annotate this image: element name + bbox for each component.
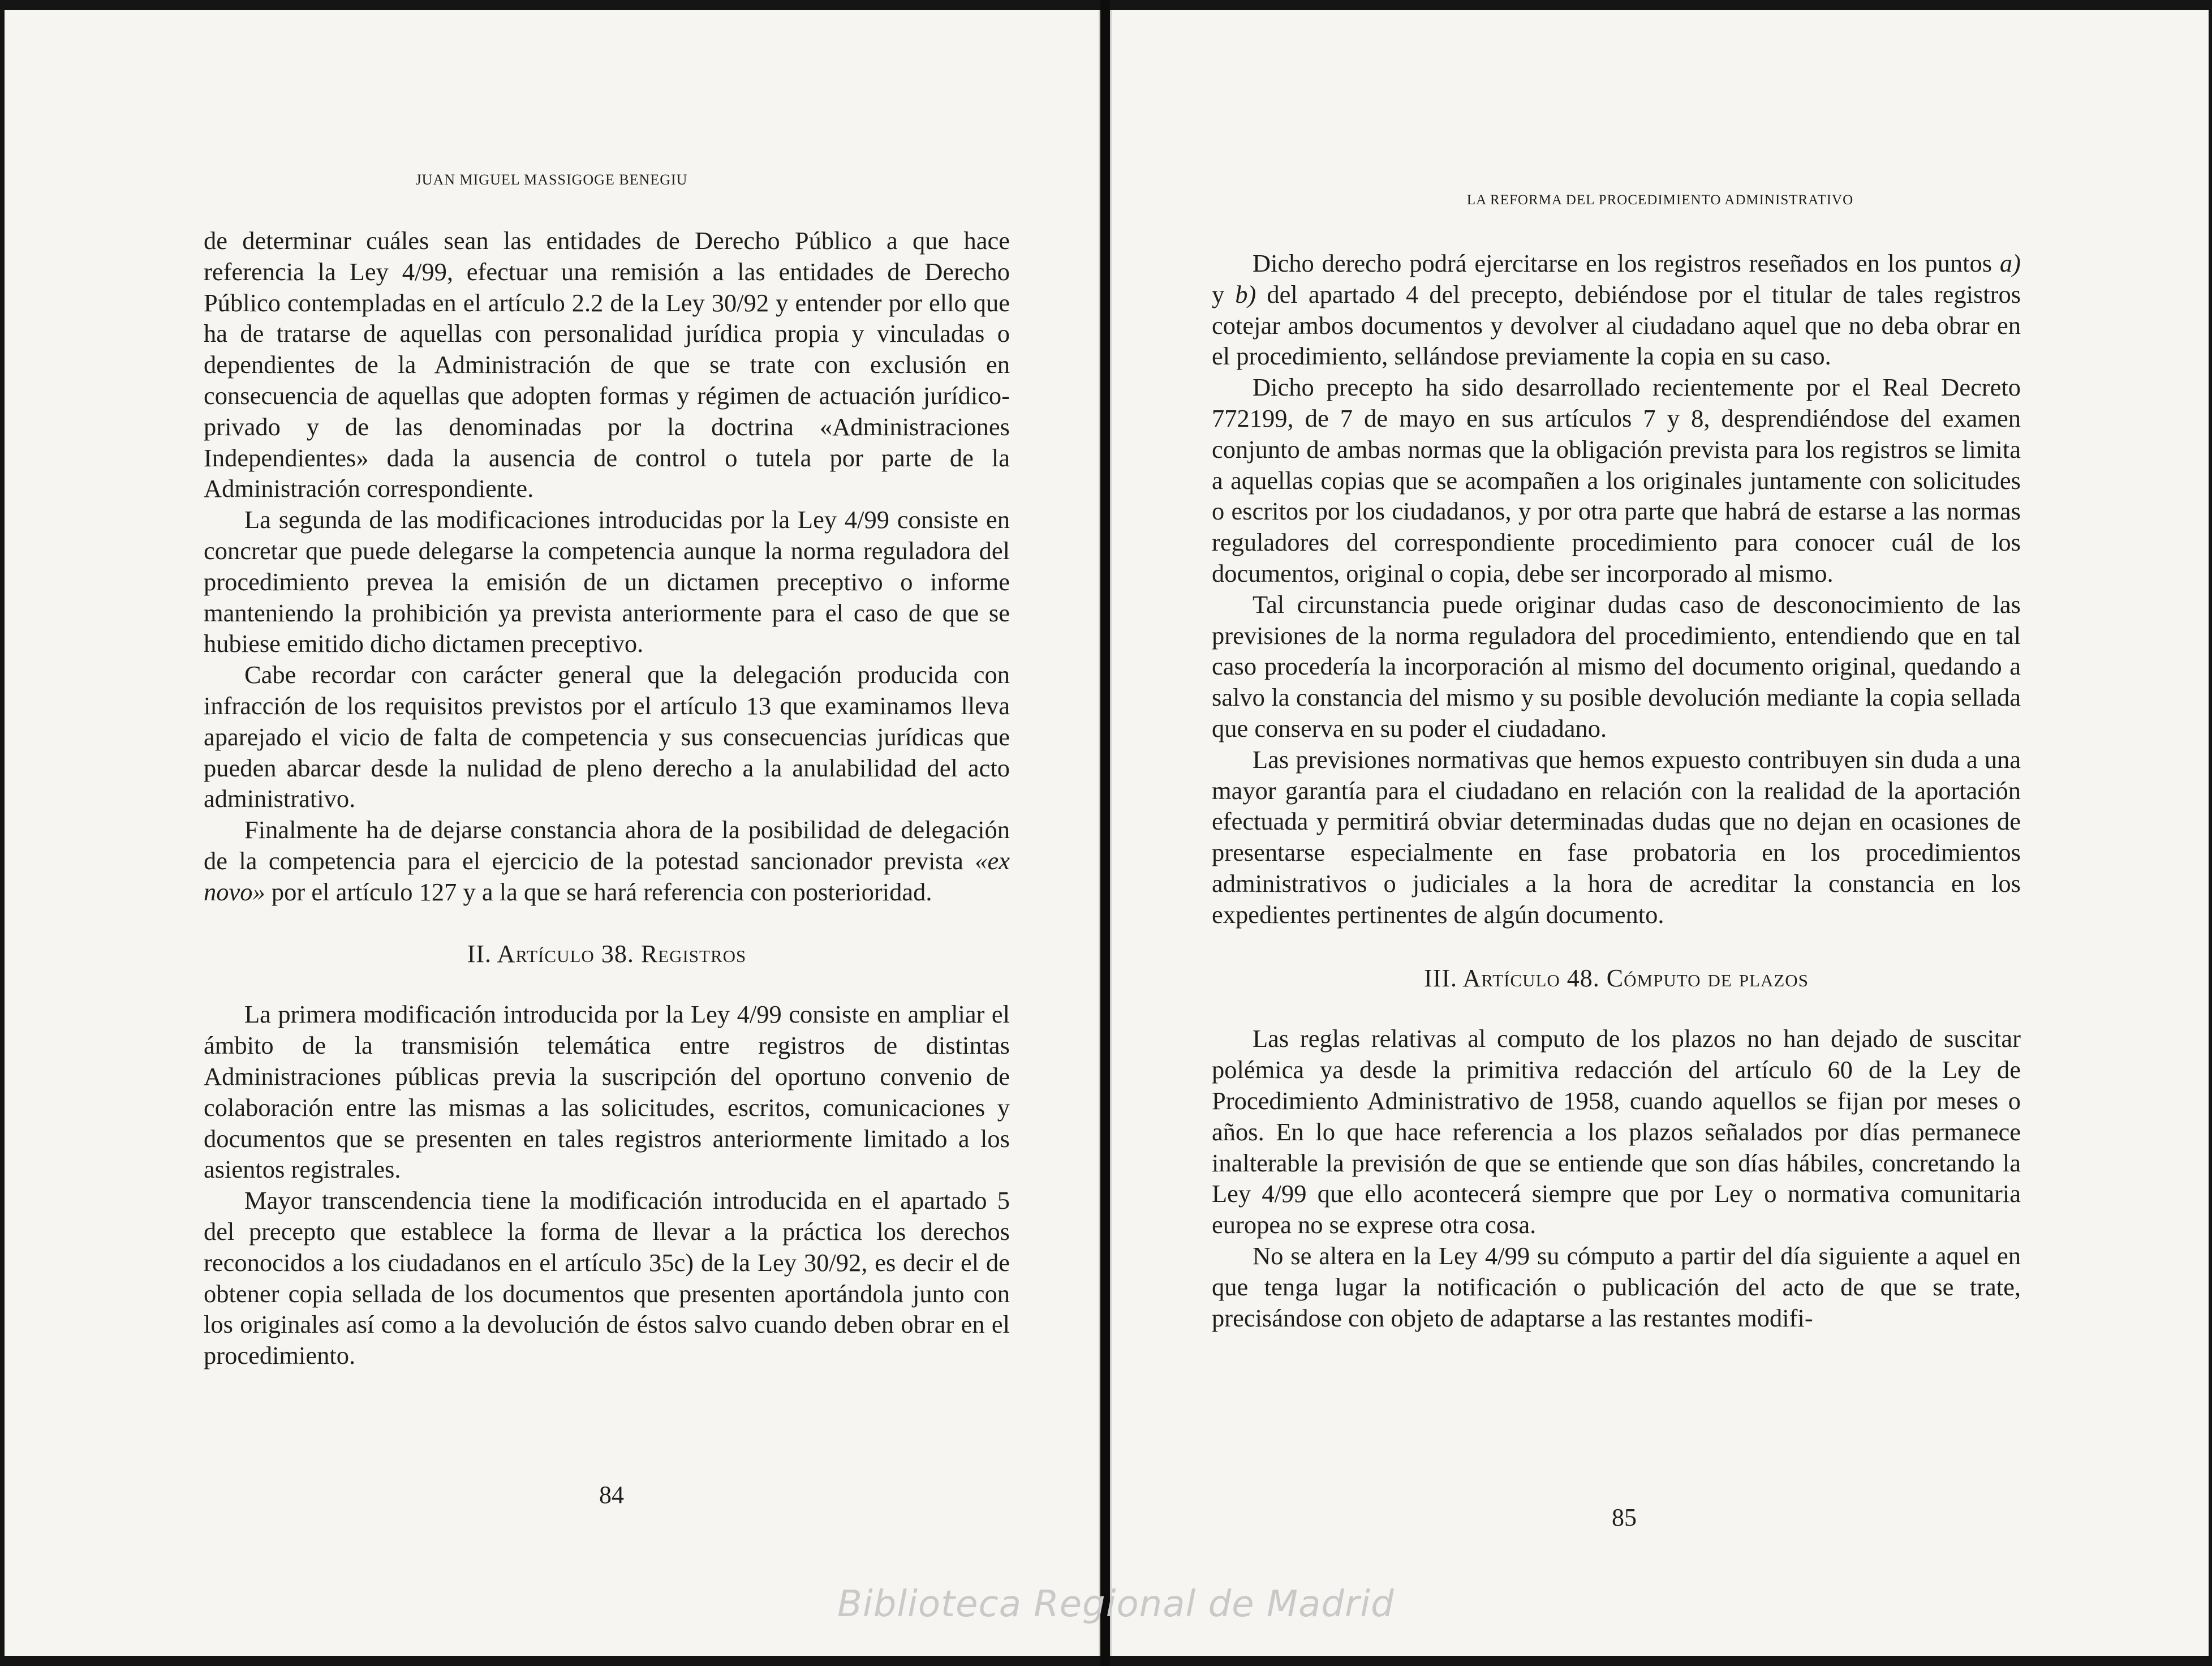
text-run: del apartado 4 del precepto, debiéndose por el titular de tales registros cotejar ambos documentos y devolver al ciudadano aquel que no deba obrar en el procedimiento, sellándose previamente la copia en su caso. (1212, 280, 2021, 371)
text-run: Dicho derecho podrá ejercitarse en los registros reseñados en los puntos (1253, 249, 2000, 277)
page-number-right: 85 (1612, 1504, 1637, 1531)
italic-text: a) (1999, 249, 2021, 277)
right-page (1110, 10, 2209, 1656)
running-head-right: LA REFORMA DEL PROCEDIMIENTO ADMINISTRATIVO (1466, 192, 1854, 208)
paragraph: Las previsiones normativas que hemos expuesto contribuyen sin duda a una mayor garantía para el ciudadano en relación con la realidad de la aportación efectuada y permitirá obviar determinadas dudas que no dejan en ocasiones de presentarse especialmente en fase probatoria en los procedimientos administrativos o judiciales a la hora de acreditar la constancia en los expedientes pertinentes de algún documento. (1212, 745, 2021, 929)
paragraph (1212, 248, 2021, 372)
italic-text: «ex novo» (204, 846, 1010, 906)
paragraph: Dicho precepto ha sido desarrollado recientemente por el Real Decreto 772199, de 7 de mayo en sus artículos 7 y 8, desprendiéndose del examen conjunto de ambas normas que la obligación prevista para los registros se limita a aquellas copias que se acompañen a los originales juntamente con solicitudes o escritos por los ciudadanos, y por otra parte que habrá de estarse a las normas reguladores del correspondiente procedimiento para conocer cuál de los documentos, original o copia, debe ser incorporado al mismo. (1212, 373, 2021, 587)
paragraph: La segunda de las modificaciones introducidas por la Ley 4/99 consiste en concretar que puede delegarse la competencia aunque la norma reguladora del procedimiento prevea la emisión de un dictamen preceptivo o informe manteniendo la prohibición ya prevista anteriormente para el caso de que se hubiese emitido dicho dictamen preceptivo. (204, 505, 1010, 658)
paragraph: Mayor transcendencia tiene la modificación introducida en el apartado 5 del precepto que establece la forma de llevar a la práctica los derechos reconocidos a los ciudadanos en el artículo 35c) de la Ley 30/92, es decir el de obtener copia sellada de los documentos que presenten aportándola junto con los originales así como a la devolución de éstos salvo cuando deben obrar en el procedimiento. (204, 1186, 1010, 1370)
italic-text: b) (1235, 280, 1256, 308)
right-page-text (1212, 248, 2021, 1333)
text-run: Finalmente ha de dejarse constancia ahora de la posibilidad de delegación de la competencia para el ejercicio de la potestad sancionador prevista (204, 815, 1010, 875)
paragraph: La primera modificación introducida por la Ley 4/99 consiste en ampliar el ámbito de la transmisión telemática entre registros de distintas Administraciones públicas previa la suscripción del oportuno convenio de colaboración entre las mismas a las solicitudes, escritos, comunicaciones y documentos que se presenten en tales registros anteriormente limitado a los asientos registrales. (204, 1000, 1010, 1184)
paragraph: Tal circunstancia puede originar dudas caso de desconocimiento de las previsiones de la norma reguladora del procedimiento, entendiendo que en tal caso procedería la incorporación al mismo del documento original, quedando a salvo la constancia del mismo y su posible devolución mediante la copia sellada que conserva en su poder el ciudadano. (1212, 590, 2021, 742)
paragraph (204, 814, 1010, 907)
library-watermark: Biblioteca Regional de Madrid (837, 1583, 1395, 1625)
text-run: por el artículo 127 y a la que se hará referencia con posterioridad. (265, 877, 932, 906)
paragraph: No se altera en la Ley 4/99 su cómputo a partir del día siguiente a aquel en que tenga lugar la notificación o publicación del acto de que se trate, precisándose con objeto de adaptarse a las restantes modifi- (1212, 1241, 2021, 1332)
book-spine (1100, 0, 1110, 1666)
paragraph: Las reglas relativas al computo de los plazos no han dejado de suscitar polémica ya desde la primitiva redacción del artículo 60 de la Ley de Procedimiento Administrativo de 1958, cuando aquellos se fijan por meses o años. En lo que hace referencia a los plazos señalados por días permanece inalterable la previsión de que se entiende que son días hábiles, concretando la Ley 4/99 que ello acontecerá siempre que por Ley o normativa comunitaria europea no se exprese otra cosa. (1212, 1024, 2021, 1239)
section-heading-computo-plazos: III. Artículo 48. Cómputo de plazos (1424, 964, 1809, 992)
left-page-text (204, 225, 1010, 1371)
paragraph: Cabe recordar con carácter general que la delegación producida con infracción de los requisitos previstos por el artículo 13 que examinamos lleva aparejado el vicio de falta de competencia y sus consecuencias jurídicas que pueden abarcar desde la nulidad de pleno derecho a la anulabilidad del acto administrativo. (204, 660, 1010, 813)
page-number-left: 84 (599, 1481, 624, 1509)
running-head-left: JUAN MIGUEL MASSIGOGE BENEGIU (415, 171, 688, 188)
paragraph: de determinar cuáles sean las entidades de Derecho Público a que hace referencia la Ley 4/99, efectuar una remisión a las entidades de Derecho Público contempladas en el artículo 2.2 de la Ley 30/92 y entender por ello que ha de tratarse de aquellas con personalidad jurídica propia y vinculadas o dependientes de la Administración de que se trate con exclusión en consecuencia de aquellas que adopten formas y régimen de actuación jurídico-privado y de las denominadas por la doctrina «Administraciones Independientes» dada la ausencia de control o tutela por parte de la Administración correspondiente. (204, 226, 1010, 503)
section-heading-registros: II. Artículo 38. Registros (467, 939, 747, 968)
text-run: y (1212, 280, 1236, 308)
left-page (5, 10, 1100, 1656)
